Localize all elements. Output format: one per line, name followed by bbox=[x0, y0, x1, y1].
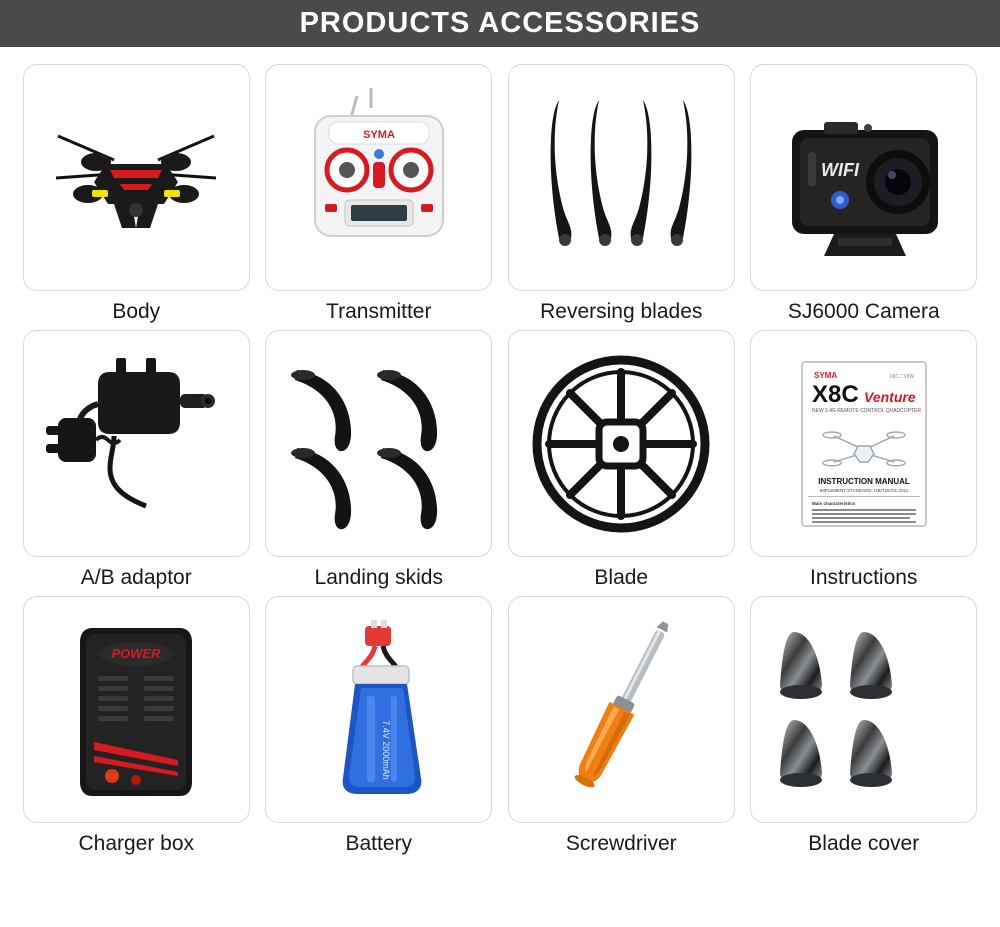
accessory-cell-camera bbox=[748, 64, 981, 324]
accessory-label: Landing skids bbox=[314, 566, 443, 589]
accessory-label: Instructions bbox=[810, 566, 918, 589]
accessory-thumbnail[interactable] bbox=[23, 596, 250, 823]
action-camera-icon bbox=[764, 78, 964, 278]
accessory-label: Reversing blades bbox=[540, 300, 703, 323]
accessory-cell-battery bbox=[263, 596, 496, 856]
svg-text:X8C / X8W: X8C / X8W bbox=[889, 373, 914, 380]
screwdriver-icon bbox=[521, 610, 721, 810]
svg-text:7.4V 2000mAh: 7.4V 2000mAh bbox=[380, 719, 391, 780]
svg-text:INSTRUCTION MANUAL: INSTRUCTION MANUAL bbox=[817, 476, 910, 486]
accessory-thumbnail[interactable] bbox=[23, 330, 250, 557]
accessory-cell-landing-skids bbox=[263, 330, 496, 590]
accessory-thumbnail[interactable] bbox=[750, 596, 977, 823]
accessory-label: Battery bbox=[345, 832, 413, 855]
svg-text:NEW 2.4G REMOTE CONTROL QUADCO: NEW 2.4G REMOTE CONTROL QUADCOPTER bbox=[811, 407, 921, 414]
propeller-guard-icon bbox=[521, 344, 721, 544]
accessory-thumbnail[interactable] bbox=[508, 596, 735, 823]
landing-skids-icon bbox=[279, 344, 479, 544]
svg-text:Main characteristics: Main characteristics bbox=[811, 500, 856, 506]
blade-cover-icon bbox=[764, 610, 964, 810]
accessory-thumbnail[interactable] bbox=[265, 596, 492, 823]
charger-brand-label: POWER bbox=[111, 645, 161, 661]
accessory-label: Body bbox=[112, 300, 161, 323]
charger-box-icon bbox=[36, 610, 236, 810]
drone-body-icon bbox=[36, 78, 236, 278]
svg-text:Venture: Venture bbox=[863, 388, 916, 405]
accessory-cell-instructions bbox=[748, 330, 981, 590]
instruction-manual-icon bbox=[764, 344, 964, 544]
accessory-label: Charger box bbox=[78, 832, 195, 855]
power-adaptor-icon bbox=[36, 344, 236, 544]
accessory-thumbnail[interactable] bbox=[23, 64, 250, 291]
accessory-thumbnail[interactable] bbox=[750, 64, 977, 291]
page-title: PRODUCTS ACCESSORIES bbox=[299, 7, 701, 39]
accessory-label: SJ6000 Camera bbox=[787, 300, 940, 323]
propeller-blades-icon bbox=[521, 78, 721, 278]
accessory-label: Blade bbox=[594, 566, 649, 589]
accessory-label: Blade cover bbox=[808, 832, 920, 855]
accessory-thumbnail[interactable] bbox=[508, 64, 735, 291]
page-banner bbox=[0, 0, 1000, 47]
accessory-thumbnail[interactable] bbox=[265, 64, 492, 291]
accessory-cell-adaptor bbox=[20, 330, 253, 590]
accessory-thumbnail[interactable] bbox=[265, 330, 492, 557]
accessory-cell-screwdriver bbox=[505, 596, 738, 856]
accessories-grid bbox=[0, 47, 1000, 866]
accessory-cell-blade bbox=[505, 330, 738, 590]
accessory-label: Screwdriver bbox=[565, 832, 677, 855]
accessory-label: Transmitter bbox=[326, 300, 432, 323]
accessory-cell-charger-box bbox=[20, 596, 253, 856]
svg-text:SYMA: SYMA bbox=[362, 128, 395, 141]
svg-text:IMPLEMENT STANDARD: GB/T26701-: IMPLEMENT STANDARD: GB/T26701-2011 bbox=[819, 487, 909, 493]
accessory-label: A/B adaptor bbox=[80, 566, 192, 589]
svg-text:X8C: X8C bbox=[811, 380, 859, 408]
accessory-cell-body bbox=[20, 64, 253, 324]
accessory-thumbnail[interactable] bbox=[750, 330, 977, 557]
accessory-cell-blade-cover bbox=[748, 596, 981, 856]
svg-text:SYMA: SYMA bbox=[813, 370, 837, 380]
accessory-cell-reversing-blades bbox=[505, 64, 738, 324]
camera-wifi-label: WIFI bbox=[820, 159, 859, 180]
remote-controller-icon bbox=[279, 78, 479, 278]
accessory-thumbnail[interactable] bbox=[508, 330, 735, 557]
accessory-cell-transmitter bbox=[263, 64, 496, 324]
lipo-battery-icon bbox=[279, 610, 479, 810]
